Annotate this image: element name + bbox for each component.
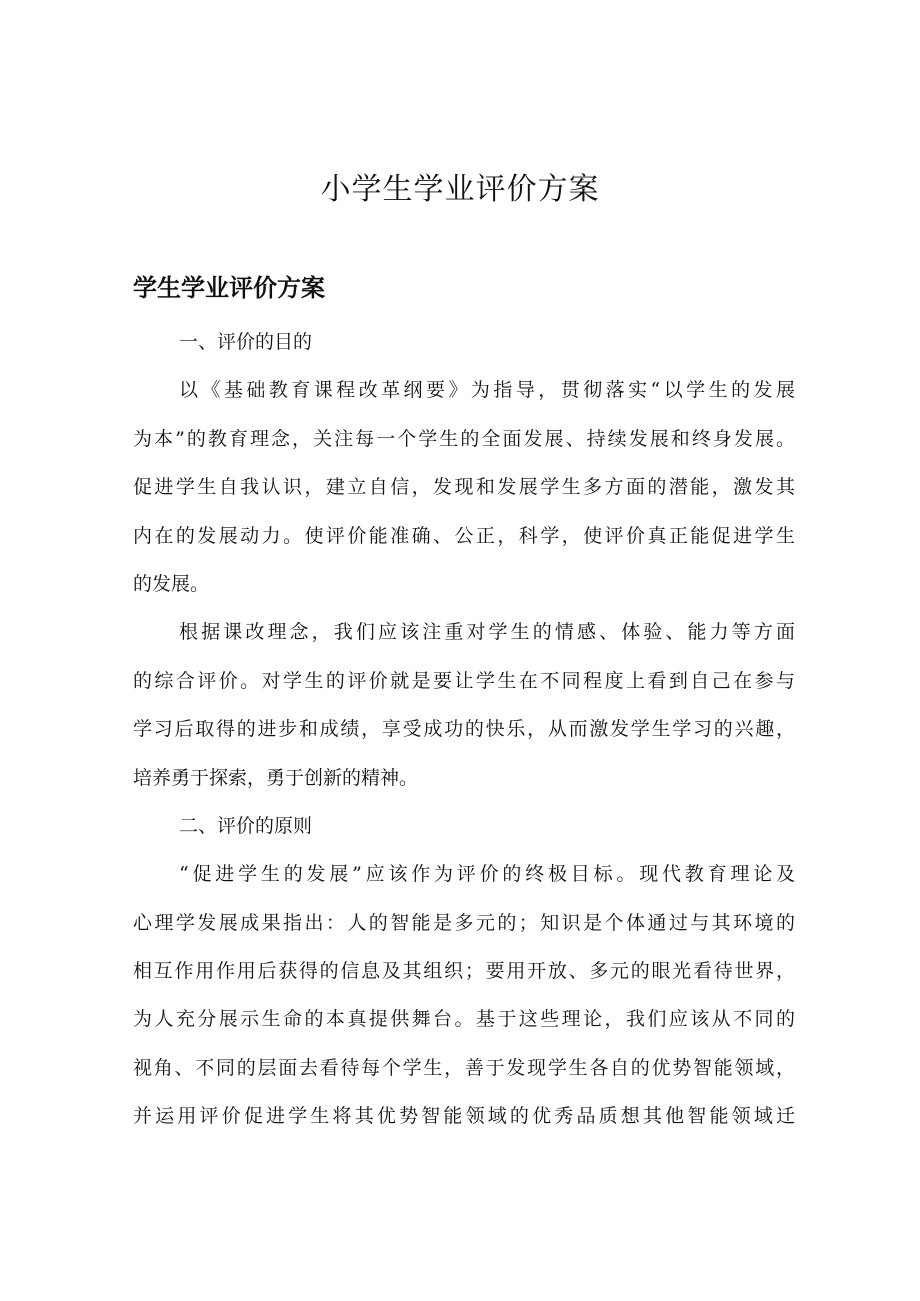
text-line: 相互作用作用后获得的信息及其组织；要用开放、多元的眼光看待世界， [133,960,795,983]
text-line: 为人充分展示生命的本真提供舞台。基于这些理论，我们应该从不同的 [133,1008,795,1031]
text-line: 培养勇于探索，勇于创新的精神。 [133,766,419,789]
text-line: 促进学生自我认识，建立自信，发现和发展学生多方面的潜能，激发其 [133,476,795,499]
document-body [133,318,795,1141]
text-line: 视角、不同的层面去看待每个学生，善于发现学生各自的优势智能领域， [133,1056,795,1079]
text-line: 学习后取得的进步和成绩，享受成功的快乐，从而激发学生学习的兴趣， [133,718,795,741]
text-line: 的发展。 [133,572,210,595]
text-line: “促进学生的发展”应该作为评价的终极目标。现代教育理论及 [179,863,795,886]
section-heading: 学生学业评价方案 [133,274,325,302]
text-line: 并运用评价促进学生将其优势智能领域的优秀品质想其他智能领域迁 [133,1105,795,1128]
text-line: 心理学发展成果指出：人的智能是多元的；知识是个体通过与其环境的 [133,911,795,934]
text-line: 为本”的教育理念，关注每一个学生的全面发展、持续发展和终身发展。 [133,427,795,450]
text-line: 内在的发展动力。使评价能准确、公正，科学，使评价真正能促进学生 [133,524,795,547]
text-line: 一、评价的目的 [179,331,313,353]
text-line: 的综合评价。对学生的评价就是要让学生在不同程度上看到自己在参与 [133,669,795,692]
text-line: 根据课改理念，我们应该注重对学生的情感、体验、能力等方面 [179,621,795,644]
text-line: 以《基础教育课程改革纲要》为指导，贯彻落实“以学生的发展 [179,379,795,402]
text-line: 二、评价的原则 [179,814,313,837]
document-title: 小学生学业评价方案 [320,172,600,207]
